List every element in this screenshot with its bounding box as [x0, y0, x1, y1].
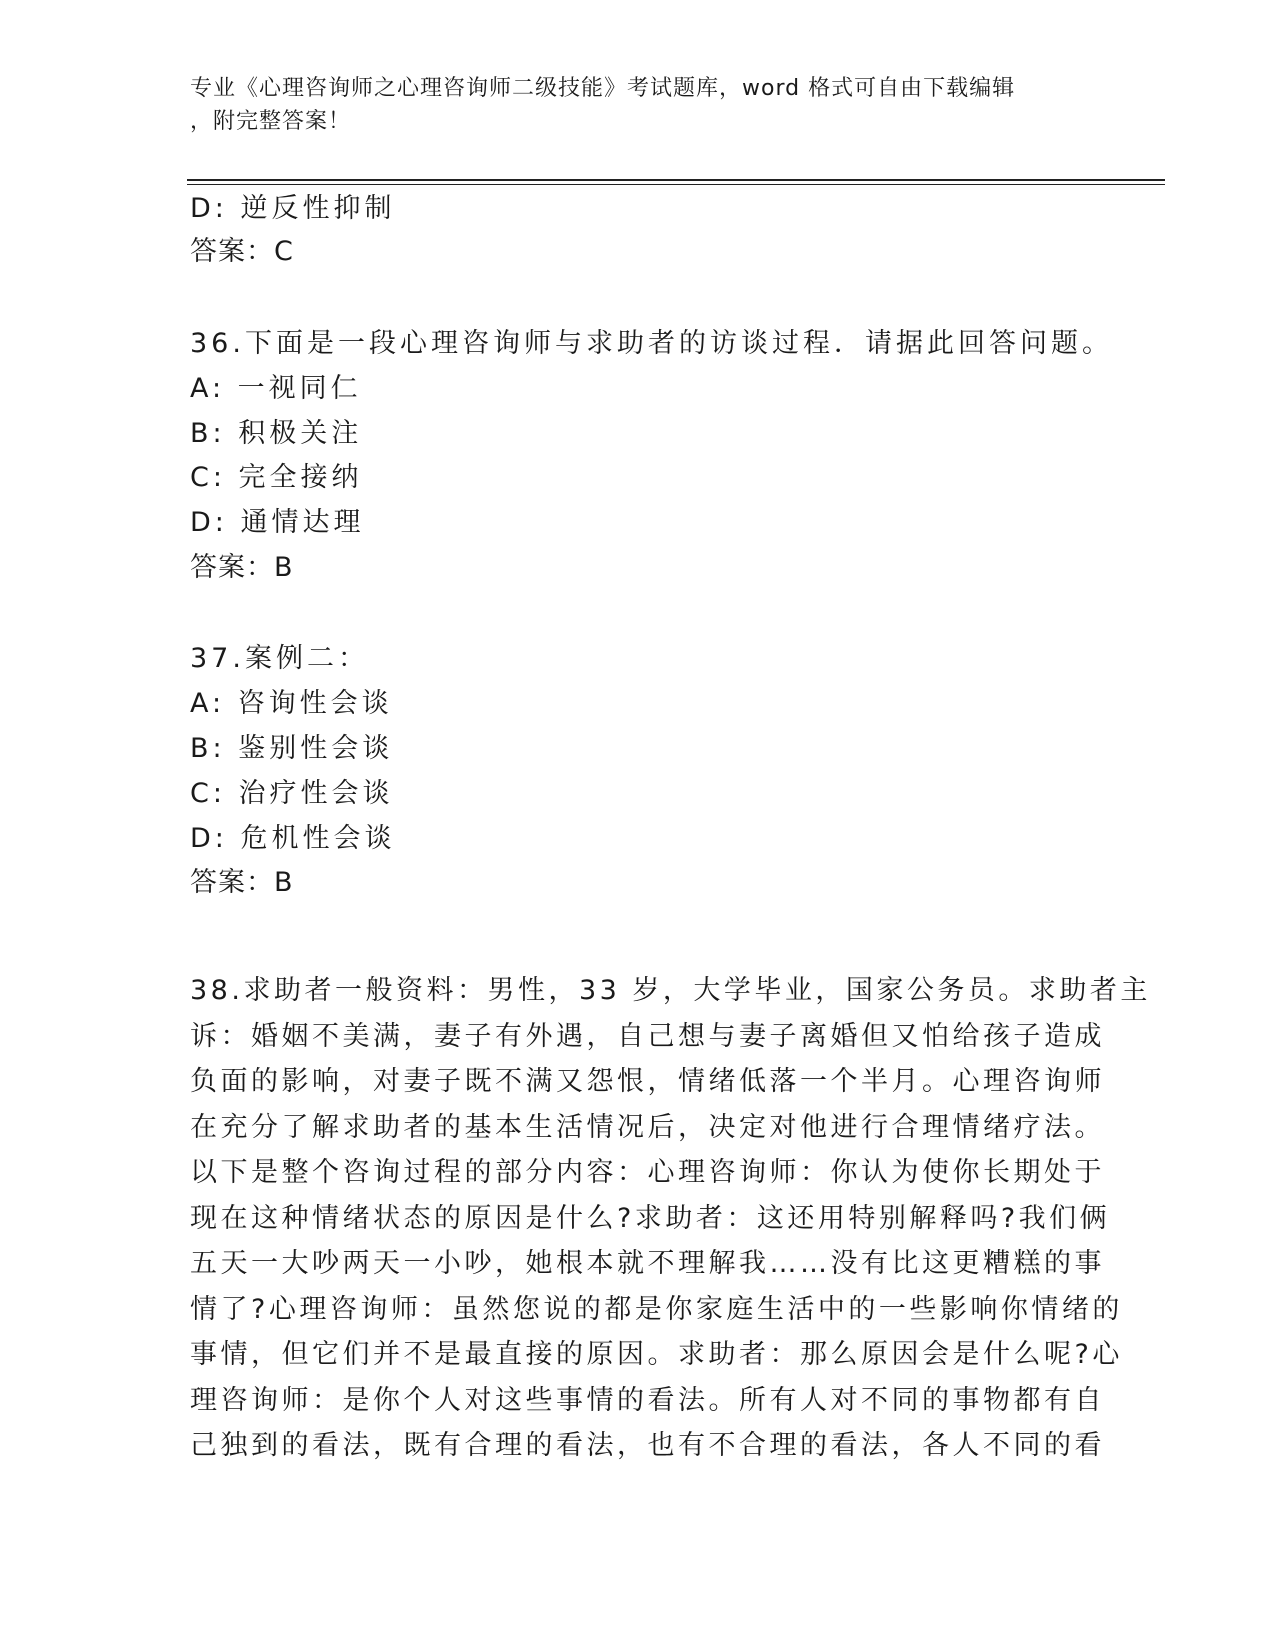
q36-option-b: B: 积极关注	[190, 418, 363, 449]
q38-line: 事情，但它们并不是最直接的原因。求助者：那么原因会是什么呢?心	[190, 1339, 1123, 1370]
document-header	[190, 72, 1070, 138]
header-rule-thin	[187, 184, 1165, 185]
q38-line: 己独到的看法，既有合理的看法，也有不合理的看法，各人不同的看	[190, 1430, 1105, 1461]
q37-option-d: D: 危机性会谈	[190, 823, 396, 854]
q36-option-d: D: 通情达理	[190, 507, 365, 538]
header-line-1: 专业《心理咨询师之心理咨询师二级技能》考试题库，word 格式可自由下载编辑	[190, 76, 1016, 101]
q38-line: 在充分了解求助者的基本生活情况后，决定对他进行合理情绪疗法。	[190, 1111, 1105, 1143]
q38-line: 38.求助者一般资料：男性，33 岁，大学毕业，国家公务员。求助者主	[190, 975, 1151, 1006]
q37-option-b: B: 鉴别性会谈	[190, 733, 394, 764]
q37-question: 37.案例二：	[190, 643, 369, 674]
q36-option-c: C: 完全接纳	[190, 462, 363, 493]
q38-line: 五天一大吵两天一小吵，她根本就不理解我……没有比这更糟糕的事	[190, 1248, 1105, 1279]
q37-option-a: A: 咨询性会谈	[190, 688, 393, 719]
q38-paragraph	[190, 968, 1151, 1469]
header-rule-thick	[187, 179, 1165, 181]
q36-answer: 答案：B	[190, 552, 294, 583]
q38-line: 现在这种情绪状态的原因是什么?求助者：这还用特别解释吗?我们俩	[190, 1202, 1111, 1234]
q37-option-c: C: 治疗性会谈	[190, 778, 394, 809]
q35-answer: 答案：C	[190, 236, 294, 267]
q36-option-a: A: 一视同仁	[190, 373, 362, 404]
q38-line: 情了?心理咨询师：虽然您说的都是你家庭生活中的一些影响你情绪的	[190, 1293, 1123, 1325]
q38-line: 负面的影响，对妻子既不满又怨恨，情绪低落一个半月。心理咨询师	[190, 1066, 1105, 1097]
q38-line: 理咨询师：是你个人对这些事情的看法。所有人对不同的事物都有自	[190, 1384, 1105, 1416]
q35-option-d: D: 逆反性抑制	[190, 193, 396, 224]
q37-answer: 答案：B	[190, 867, 294, 898]
q38-line: 诉：婚姻不美满，妻子有外遇，自己想与妻子离婚但又怕给孩子造成	[190, 1020, 1105, 1052]
q36-question: 36.下面是一段心理咨询师与求助者的访谈过程．请据此回答问题。	[190, 328, 1113, 359]
header-line-2: ，附完整答案！	[190, 109, 352, 134]
q38-line: 以下是整个咨询过程的部分内容：心理咨询师：你认为使你长期处于	[190, 1157, 1105, 1188]
